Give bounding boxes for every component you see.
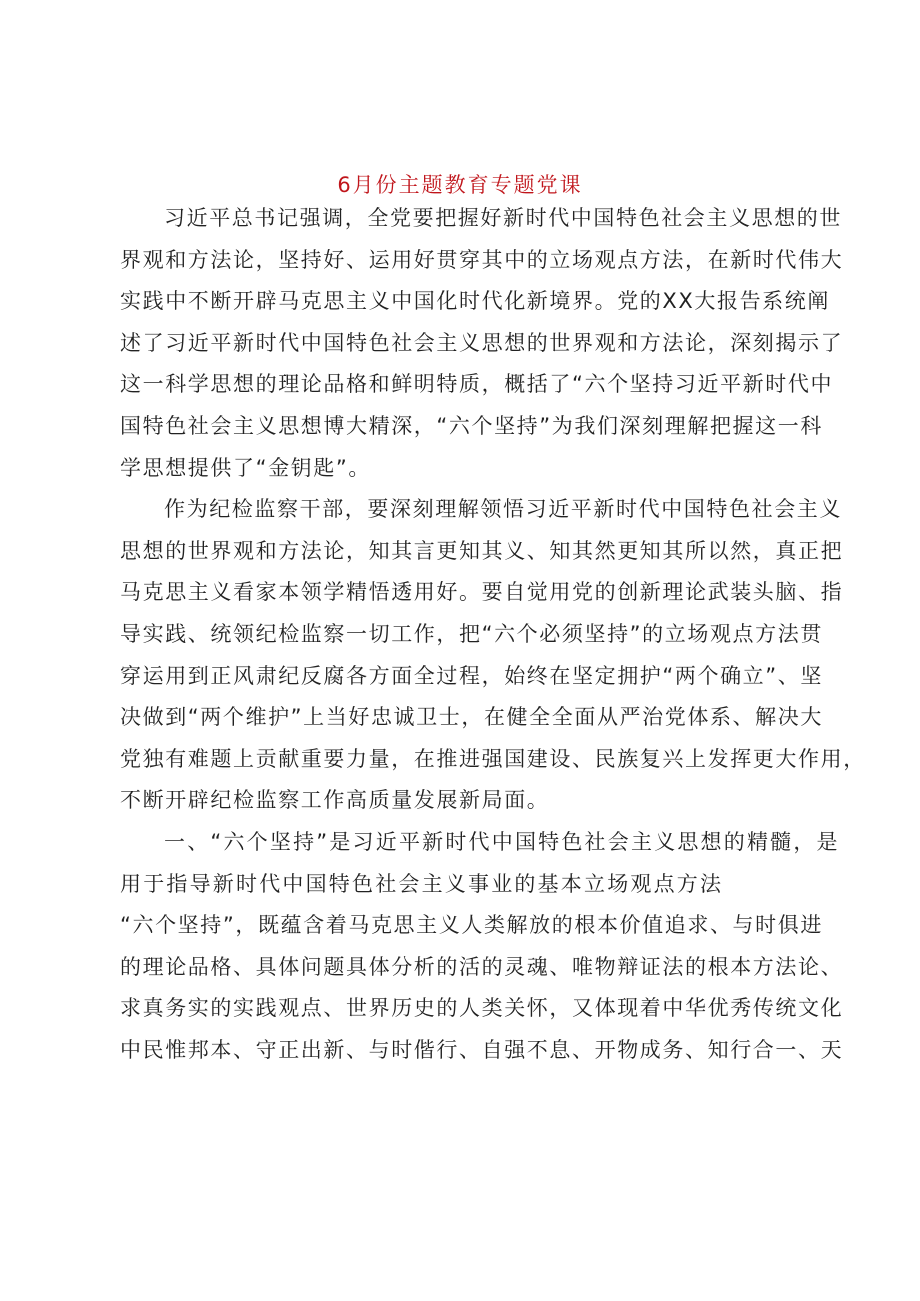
paragraph-intro <box>120 198 844 489</box>
text-line: 求真务实的实践观点、世界历史的人类关怀，又体现着中华优秀传统文化 <box>120 996 844 1021</box>
text-line: 作为纪检监察干部，要深刻理解领悟习近平新时代中国特色社会主义 <box>164 497 842 522</box>
text-line: 这一科学思想的理论品格和鲜明特质，概括了“六个坚持习近平新时代中 <box>120 372 834 397</box>
paragraph-discipline-cadres <box>120 489 866 822</box>
text-line: 中民惟邦本、守正出新、与时偕行、自强不息、开物成务、知行合一、天 <box>120 1037 844 1062</box>
text-line: 述了习近平新时代中国特色社会主义思想的世界观和方法论，深刻揭示了 <box>120 330 844 355</box>
text-line: 马克思主义看家本领学精悟透用好。要自觉用党的创新理论武装头脑、指 <box>120 580 844 605</box>
text-line: 穿运用到正风肃纪反腐各方面全过程，始终在坚定拥护“两个确立”、坚 <box>120 663 823 688</box>
text-line: 学思想提供了“金钥匙”。 <box>120 455 371 480</box>
text-line: 习近平总书记强调，全党要把握好新时代中国特色社会主义思想的世 <box>164 206 842 230</box>
text-line: “六个坚持”，既蕴含着马克思主义人类解放的根本价值追求、与时俱进 <box>120 913 823 938</box>
text-line: 实践中不断开辟马克思主义中国化时代化新境界。党的XX大报告系统阐 <box>120 289 830 314</box>
heading-line: 用于指导新时代中国特色社会主义事业的基本立场观点方法 <box>120 871 724 896</box>
text-line: 决做到“两个维护”上当好忠诚卫士，在健全全面从严治党体系、解决大 <box>120 705 823 730</box>
document-body <box>120 198 866 1071</box>
paragraph-six-adherences <box>120 905 844 1071</box>
text-line: 导实践、统领纪检监察一切工作，把“六个必须坚持”的立场观点方法贯 <box>120 621 823 646</box>
text-line: 界观和方法论，坚持好、运用好贯穿其中的立场观点方法，在新时代伟大 <box>120 247 844 272</box>
text-line: 思想的世界观和方法论，知其言更知其义、知其然更知其所以然，真正把 <box>120 538 844 563</box>
document-title: 6月份主题教育专题党课 <box>337 173 583 197</box>
text-line: 不断开辟纪检监察工作高质量发展新局面。 <box>120 788 550 813</box>
text-line: 党独有难题上贡献重要力量，在推进强国建设、民族复兴上发挥更大作用， <box>120 746 866 771</box>
section-heading-one <box>120 822 840 905</box>
text-line: 国特色社会主义思想博大精深，“六个坚持”为我们深刻理解把握这一科 <box>120 413 823 438</box>
text-line: 的理论品格、具体问题具体分析的活的灵魂、唯物辩证法的根本方法论、 <box>120 954 844 979</box>
heading-line: 一、“六个坚持”是习近平新时代中国特色社会主义思想的精髓，是 <box>164 829 840 854</box>
